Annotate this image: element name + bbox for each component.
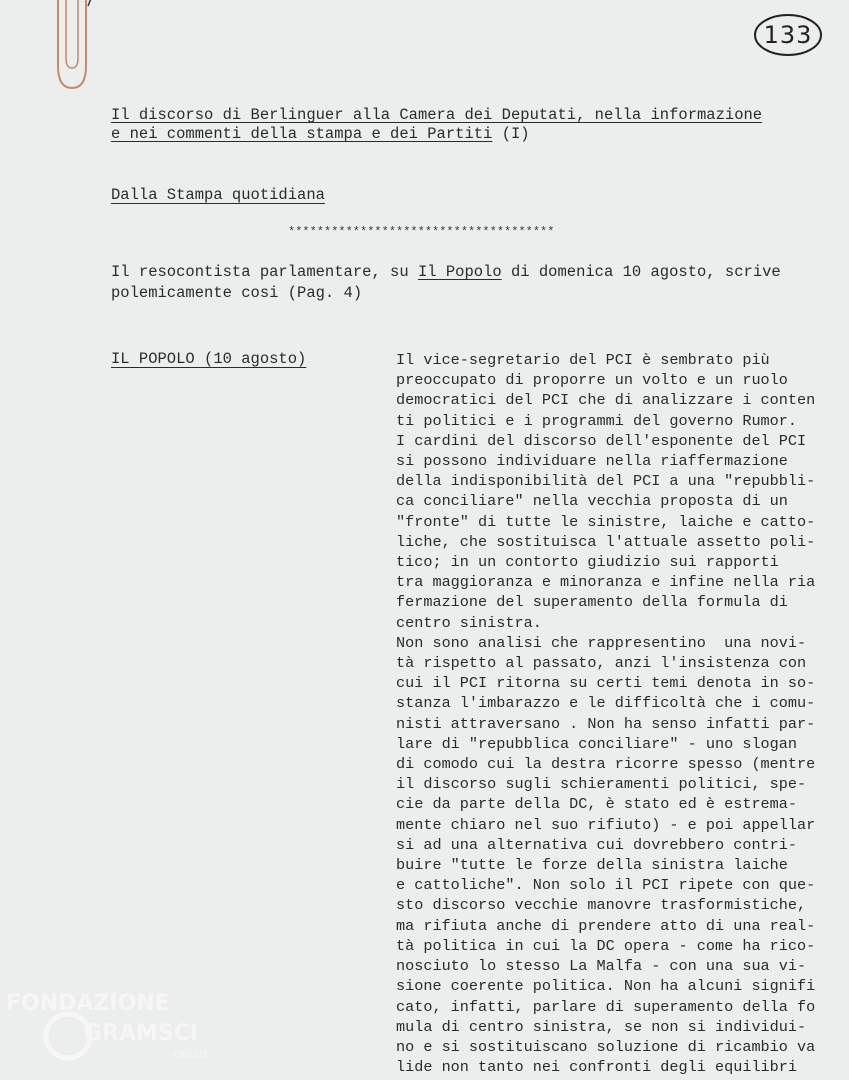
text-line: cui il PCI ritorna su certi temi denota in so- xyxy=(396,674,816,693)
text-line: tà politica in cui la DC opera - come ha rico- xyxy=(396,936,816,955)
text-line: sto discorso vecchie manovre trasformistiche, xyxy=(396,896,807,915)
watermark-line-1: FONDAZIONE xyxy=(6,991,170,1016)
page-number xyxy=(752,12,824,58)
text-line: tà rispetto al passato, anzi l'insistenza con xyxy=(396,654,807,673)
text-line: nosciuto lo stesso La Malfa - con una sua vi- xyxy=(396,957,807,976)
text-line: ca conciliare" nella vecchia proposta di un xyxy=(396,492,788,511)
intro-before: Il resocontista parlamentare, su xyxy=(111,263,418,281)
text-line: fermazione del superamento della formula di xyxy=(396,593,788,612)
text-line: lare di "repubblica conciliare" - uno slogan xyxy=(396,734,798,753)
watermark-line-3: ONLUS xyxy=(174,1050,209,1061)
watermark-line-2: GRAMSCI xyxy=(84,1021,199,1046)
text-line: si possono individuare nella riaffermazione xyxy=(396,452,788,471)
text-line: Il vice-segretario del PCI è sembrato più xyxy=(396,351,770,369)
text-line: tico; in un contorto giudizio sui rapporti xyxy=(396,553,779,572)
intro-line-2: polemicamente cosi (Pag. 4) xyxy=(111,284,363,302)
text-line: "fronte" di tutte le sinistre, laiche e catto- xyxy=(396,512,816,531)
text-line: I cardini del discorso dell'esponente del PCI xyxy=(396,431,807,450)
text-line: cie da parte della DC, è stato ed è estrema- xyxy=(396,795,798,814)
intro-after: di domenica 10 agosto, scrive xyxy=(501,263,781,281)
text-line: no e si sostituiscano soluzione di ricambio va xyxy=(396,1037,816,1056)
paper-clip-icon xyxy=(52,0,92,96)
text-line: ma rifiuta anche di prendere atto di una real- xyxy=(396,916,816,935)
section-heading: Dalla Stampa quotidiana xyxy=(111,186,325,204)
text-line: tra maggioranza e minoranza e infine nella ria xyxy=(396,573,816,592)
newspaper-name: Il Popolo xyxy=(417,263,502,281)
text-line: nisti attraversano . Non ha senso infatti par- xyxy=(396,714,816,733)
text-line: preoccupato di proporre un volto e un ruolo xyxy=(396,371,788,390)
source-label: IL POPOLO (10 agosto) xyxy=(111,350,307,368)
text-line: sione coerente politica. Non ha alcuni signifi xyxy=(396,977,816,996)
text-line: ti politici e i programmi del governo Rumor. xyxy=(396,411,798,430)
document-title xyxy=(111,106,821,144)
text-line: lide non tanto nei confronti degli equilibri xyxy=(396,1058,798,1077)
text-line: della indisponibilità del PCI a una "repubbli- xyxy=(396,472,816,491)
text-line: il discorso sugli schieramenti politici, spe- xyxy=(396,775,807,794)
title-line-2: e nei commenti della stampa e dei Partiti xyxy=(111,125,493,143)
asterisk-separator: ************************************* xyxy=(288,225,555,239)
text-line: centro sinistra. xyxy=(396,613,542,632)
text-line: Non sono analisi che rappresentino una novi- xyxy=(396,633,807,652)
text-line: mente chiaro nel suo rifiuto) - e poi appellar xyxy=(396,815,816,834)
page-number-text: 133 xyxy=(763,21,813,49)
text-line: si ad una alternativa cui dovrebbero contri- xyxy=(396,835,798,854)
text-line: stanza l'imbarazzo e le difficoltà che i comu- xyxy=(396,694,816,713)
quoted-article-text xyxy=(396,350,848,1077)
text-line: liche, che sostituisca l'attuale assetto poli- xyxy=(396,532,816,551)
title-line-1: Il discorso di Berlinguer alla Camera dei Deputati, nella informazione xyxy=(111,106,763,124)
fondazione-gramsci-watermark xyxy=(6,988,216,1068)
text-line: e cattoliche". Non solo il PCI ripete con que- xyxy=(396,876,816,895)
text-line: cato, infatti, parlare di superamento della fo xyxy=(396,997,816,1016)
title-suffix: (I) xyxy=(501,125,530,143)
text-line: buire "tutte le forze della sinistra laiche xyxy=(396,856,788,875)
text-line: democratici del PCI che di analizzare i conten xyxy=(396,391,816,410)
intro-paragraph xyxy=(111,262,831,304)
text-line: di comodo cui la destra ricorre spesso (mentre xyxy=(396,755,816,774)
text-line: mula di centro sinistra, se non si individui- xyxy=(396,1017,807,1036)
